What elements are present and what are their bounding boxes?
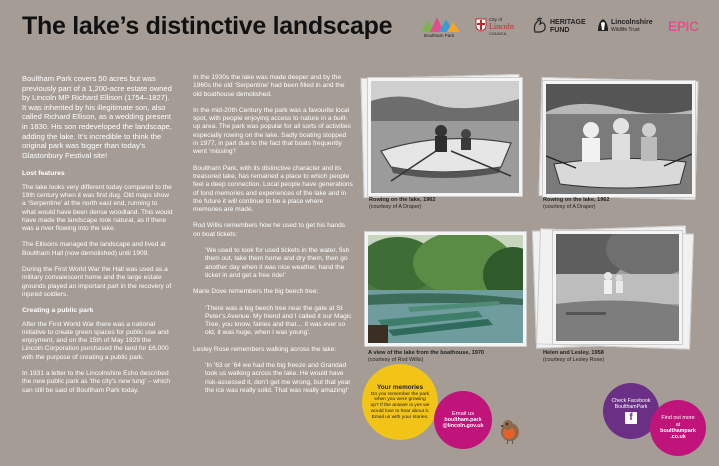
page-title: The lake’s distinctive landscape (22, 12, 393, 40)
wildlife-trust-line2: Wildlife Trust (611, 27, 640, 33)
quote-marie-dove: ‘There was a big beech tree near the gate at St Peter’s Avenue. My friend and I called it our Magic Tree, you know, fairies and that… it was ever so old, it was huge, when I was young’. (205, 304, 352, 337)
rowing-photo-image (371, 81, 519, 193)
quote-lesley-rose: ‘In ’63 or ’64 we had the big freeze and Grandad took us walking across the lake. He would have risk-assessed it, don’t get me wrong, but that year the ice was really solid. That was really amazing!’ (205, 362, 351, 394)
paragraph: Boultham Park, with its distinctive character and its treasured lake, has remained a place to which people feel a deep connection. Local people have generations of fond memories and experiences of the lake and in the future it will continue to be a place where memories are made. (193, 164, 353, 214)
lincoln-council: COUNCIL (489, 31, 508, 36)
text-column-2 (193, 74, 353, 403)
robin-icon (498, 418, 522, 449)
lincoln-shield-icon (475, 18, 487, 32)
heritage-fund-icon (532, 16, 548, 34)
photo-helen-and-lesley-1958 (553, 231, 682, 344)
rowing-girls-photo-image (546, 84, 692, 194)
paragraph: The Ellisons managed the landscape and lived at Boultham Hall (now demolished) until 1909. (22, 241, 166, 257)
caption-title: A view of the lake from the boathouse, 1970 (368, 350, 485, 356)
paragraph: During the First World War the Hall was used as a military convalescent home and the large estate grounds played an important part in the recovery of injured soldiers. (22, 266, 172, 298)
lincoln-name: Lincoln (489, 22, 514, 31)
caption-photo-4 (543, 350, 693, 364)
photo-rowing-1962-a (368, 78, 522, 196)
photo-rowing-1962-b (543, 81, 695, 197)
paragraph: In the mid-20th Century the park was a favourite local spot, with people enjoying access to nature in a built-up area. The park was popular for all sorts of activities especially rowing on the lake. Sadly boating stopped in 1977, in part due to the fact that boats frequently went ‘missing’! (193, 106, 351, 156)
caption-title: Rowing on the lake, 1962 (543, 197, 610, 203)
paragraph: In the 1930s the lake was made deeper and by the 1960s the old ‘Serpentine’ had been filled in and the old boathouse demolished. (193, 74, 345, 98)
facebook-label: Check Facebook BoulthamPark (611, 397, 651, 410)
logo-epic: EPIC (668, 18, 699, 34)
caption-title: Rowing on the lake, 1962 (369, 197, 436, 203)
paragraph: Rod Willis remembers how he used to get his hands on boat tickets: (193, 222, 346, 238)
wildlife-trust-line1: Lincolnshire (611, 19, 653, 26)
logo-city-of-lincoln (475, 14, 525, 44)
logo-lincolnshire-wildlife-trust (597, 14, 667, 44)
email-us-label: Email us (451, 410, 475, 417)
quote-rod-willis: ‘We used to look for used tickets in the water, fish them out, take them home and dry them, then go another day when it was nice weather, hand the ticket in and get a free ride!’ (205, 247, 350, 279)
logo-heritage-fund (532, 14, 592, 44)
caption-photo-1 (369, 197, 519, 211)
paragraph: After the First World War there was a national initiative to create green spaces for public use and enjoyment, and on the 15th of May 1929 the Lincoln Corporation purchased the land for £6,000 with the purpose of creating a public park. (22, 320, 169, 361)
caption-credit: (courtesy of Lesley Rose) (543, 356, 605, 363)
heading-lost-features: Lost features (22, 170, 65, 178)
caption-title: Helen and Lesley, 1958 (543, 350, 604, 356)
memories-body: Do you remember the park when you were growing up? If the answer is yes we would love to hear about it. Email us with your stories. (370, 391, 430, 420)
helen-lesley-photo-image (556, 234, 679, 341)
memories-title: Your memories (376, 383, 424, 391)
boultham-park-logo-icon (420, 14, 462, 34)
find-out-more-circle[interactable] (650, 400, 706, 456)
intro-paragraph: Boultham Park covers 50 acres but was previously part of a 1,200-acre estate owned by Lincoln MP Richard Ellison (1754–1827). It was inherited by his illegitimate son, also called Richard Ellison, as a wedding present in 1830. His son redeveloped the landscape, adding the lake. It’s incredible to think the original park was bigger than today’s Glastonbury Festival site! (22, 74, 172, 160)
facebook-icon[interactable]: f (625, 412, 637, 424)
lake-view-photo-image (368, 235, 523, 343)
text-column-1 (22, 74, 173, 403)
paragraph: The lake looks very different today compared to the 19th century when it was first dug. Old maps show a ‘Serpentine’ at the north east end, running to what would have been dense woodland. This would have made the landscape look natural, as if there was a river flowing into the lake. (22, 183, 173, 233)
badger-icon (597, 18, 609, 32)
heading-creating-public-park: Creating a public park (22, 307, 94, 315)
email-address[interactable]: boultham.park @lincoln.gov.uk (442, 416, 484, 429)
boultham-park-logo-text: Boultham Park (424, 33, 455, 38)
your-memories-circle (362, 364, 438, 440)
caption-credit: (courtesy of A Draper) (543, 203, 596, 210)
robin-illustration (498, 418, 522, 444)
paragraph: Lesley Rose remembers walking across the lake: (193, 345, 337, 353)
heritage-fund-line2: FUND (550, 27, 570, 34)
logo-boultham-park (420, 14, 462, 44)
findout-url[interactable]: boulthampark .co.uk (660, 427, 696, 441)
paragraph: In 1931 a letter to the Lincolnshire Echo described the new public park as ‘the city’s new lung’ – which can still be said of Boultham Park today. (22, 369, 171, 394)
heritage-fund-line1: HERITAGE (550, 19, 586, 26)
caption-credit: (courtesy of Rod Willis) (368, 356, 424, 363)
email-us-circle[interactable] (434, 391, 492, 449)
caption-photo-2 (543, 197, 693, 211)
caption-photo-3 (368, 350, 528, 364)
findout-label: Find out more at (661, 415, 695, 428)
lincoln-city-of: City of (489, 17, 503, 22)
caption-credit: (courtesy of A Draper) (369, 203, 422, 210)
paragraph: Marie Dove remembers the big beech tree: (193, 288, 319, 296)
photo-lake-view-1970 (365, 232, 526, 346)
